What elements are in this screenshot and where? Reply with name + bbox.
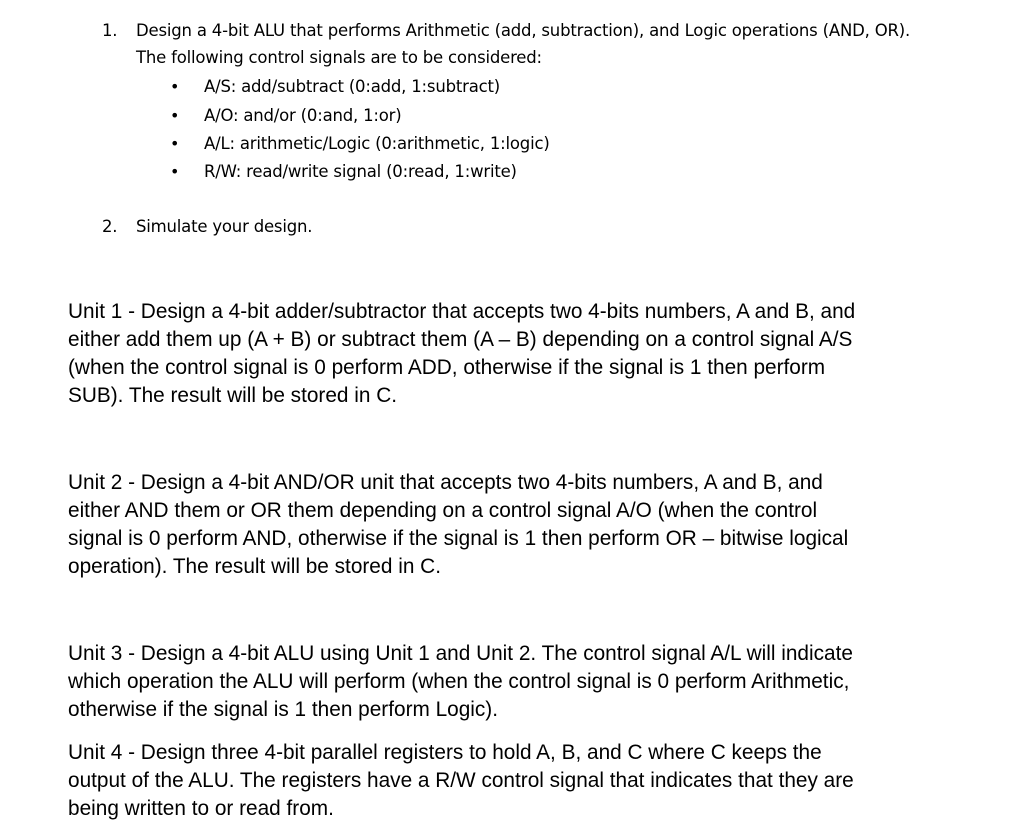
bullet-item-ao: A/O: and/or (0:and, 1:or) [204,106,402,125]
unit-2-paragraph [68,469,848,581]
bullet-item-as: A/S: add/subtract (0:add, 1:subtract) [204,77,500,96]
unit-2-line-4: operation). The result will be stored in C. [68,555,441,578]
question-2-line-1: Simulate your design. [136,217,313,236]
unit-1-line-2: either add them up (A + B) or subtract them (A – B) depending on a control signal A/S [68,328,853,351]
unit-1-line-4: SUB). The result will be stored in C. [68,384,398,407]
bullet-icon: • [170,106,180,125]
question-2-number: 2. [102,217,118,236]
unit-4-line-3: being written to or read from. [68,797,334,820]
unit-1-paragraph [68,298,855,410]
unit-2-line-2: either AND them or OR them depending on a control signal A/O (when the control [68,499,818,522]
unit-1-line-1: Unit 1 - Design a 4-bit adder/subtractor that accepts two 4-bits numbers, A and B, and [68,300,856,323]
bullet-icon: • [170,162,180,181]
unit-2-line-1: Unit 2 - Design a 4-bit AND/OR unit that accepts two 4-bits numbers, A and B, and [68,471,823,494]
unit-1-line-3: (when the control signal is 0 perform ADD, otherwise if the signal is 1 then perform [68,356,826,379]
bullet-item-al: A/L: arithmetic/Logic (0:arithmetic, 1:logic) [204,134,550,153]
unit-3-line-2: which operation the ALU will perform (when the control signal is 0 perform Arithmetic, [68,670,850,693]
bullet-icon: • [170,134,180,153]
unit-4-paragraph [68,739,854,823]
unit-4-line-2: output of the ALU. The registers have a R/W control signal that indicates that they are [68,769,854,792]
question-1-number: 1. [102,21,118,40]
unit-3-paragraph [68,640,853,724]
unit-3-line-3: otherwise if the signal is 1 then perform Logic). [68,698,499,721]
question-1-line-2: The following control signals are to be considered: [136,48,542,67]
question-1-line-1: Design a 4-bit ALU that performs Arithmetic (add, subtraction), and Logic operations (AND, OR). [136,21,911,40]
unit-2-line-3: signal is 0 perform AND, otherwise if the signal is 1 then perform OR – bitwise logical [68,527,849,550]
unit-4-line-1: Unit 4 - Design three 4-bit parallel registers to hold A, B, and C where C keeps the [68,741,822,764]
bullet-item-rw: R/W: read/write signal (0:read, 1:write) [204,162,517,181]
unit-3-line-1: Unit 3 - Design a 4-bit ALU using Unit 1 and Unit 2. The control signal A/L will indicate [68,642,853,665]
bullet-icon: • [170,77,180,96]
